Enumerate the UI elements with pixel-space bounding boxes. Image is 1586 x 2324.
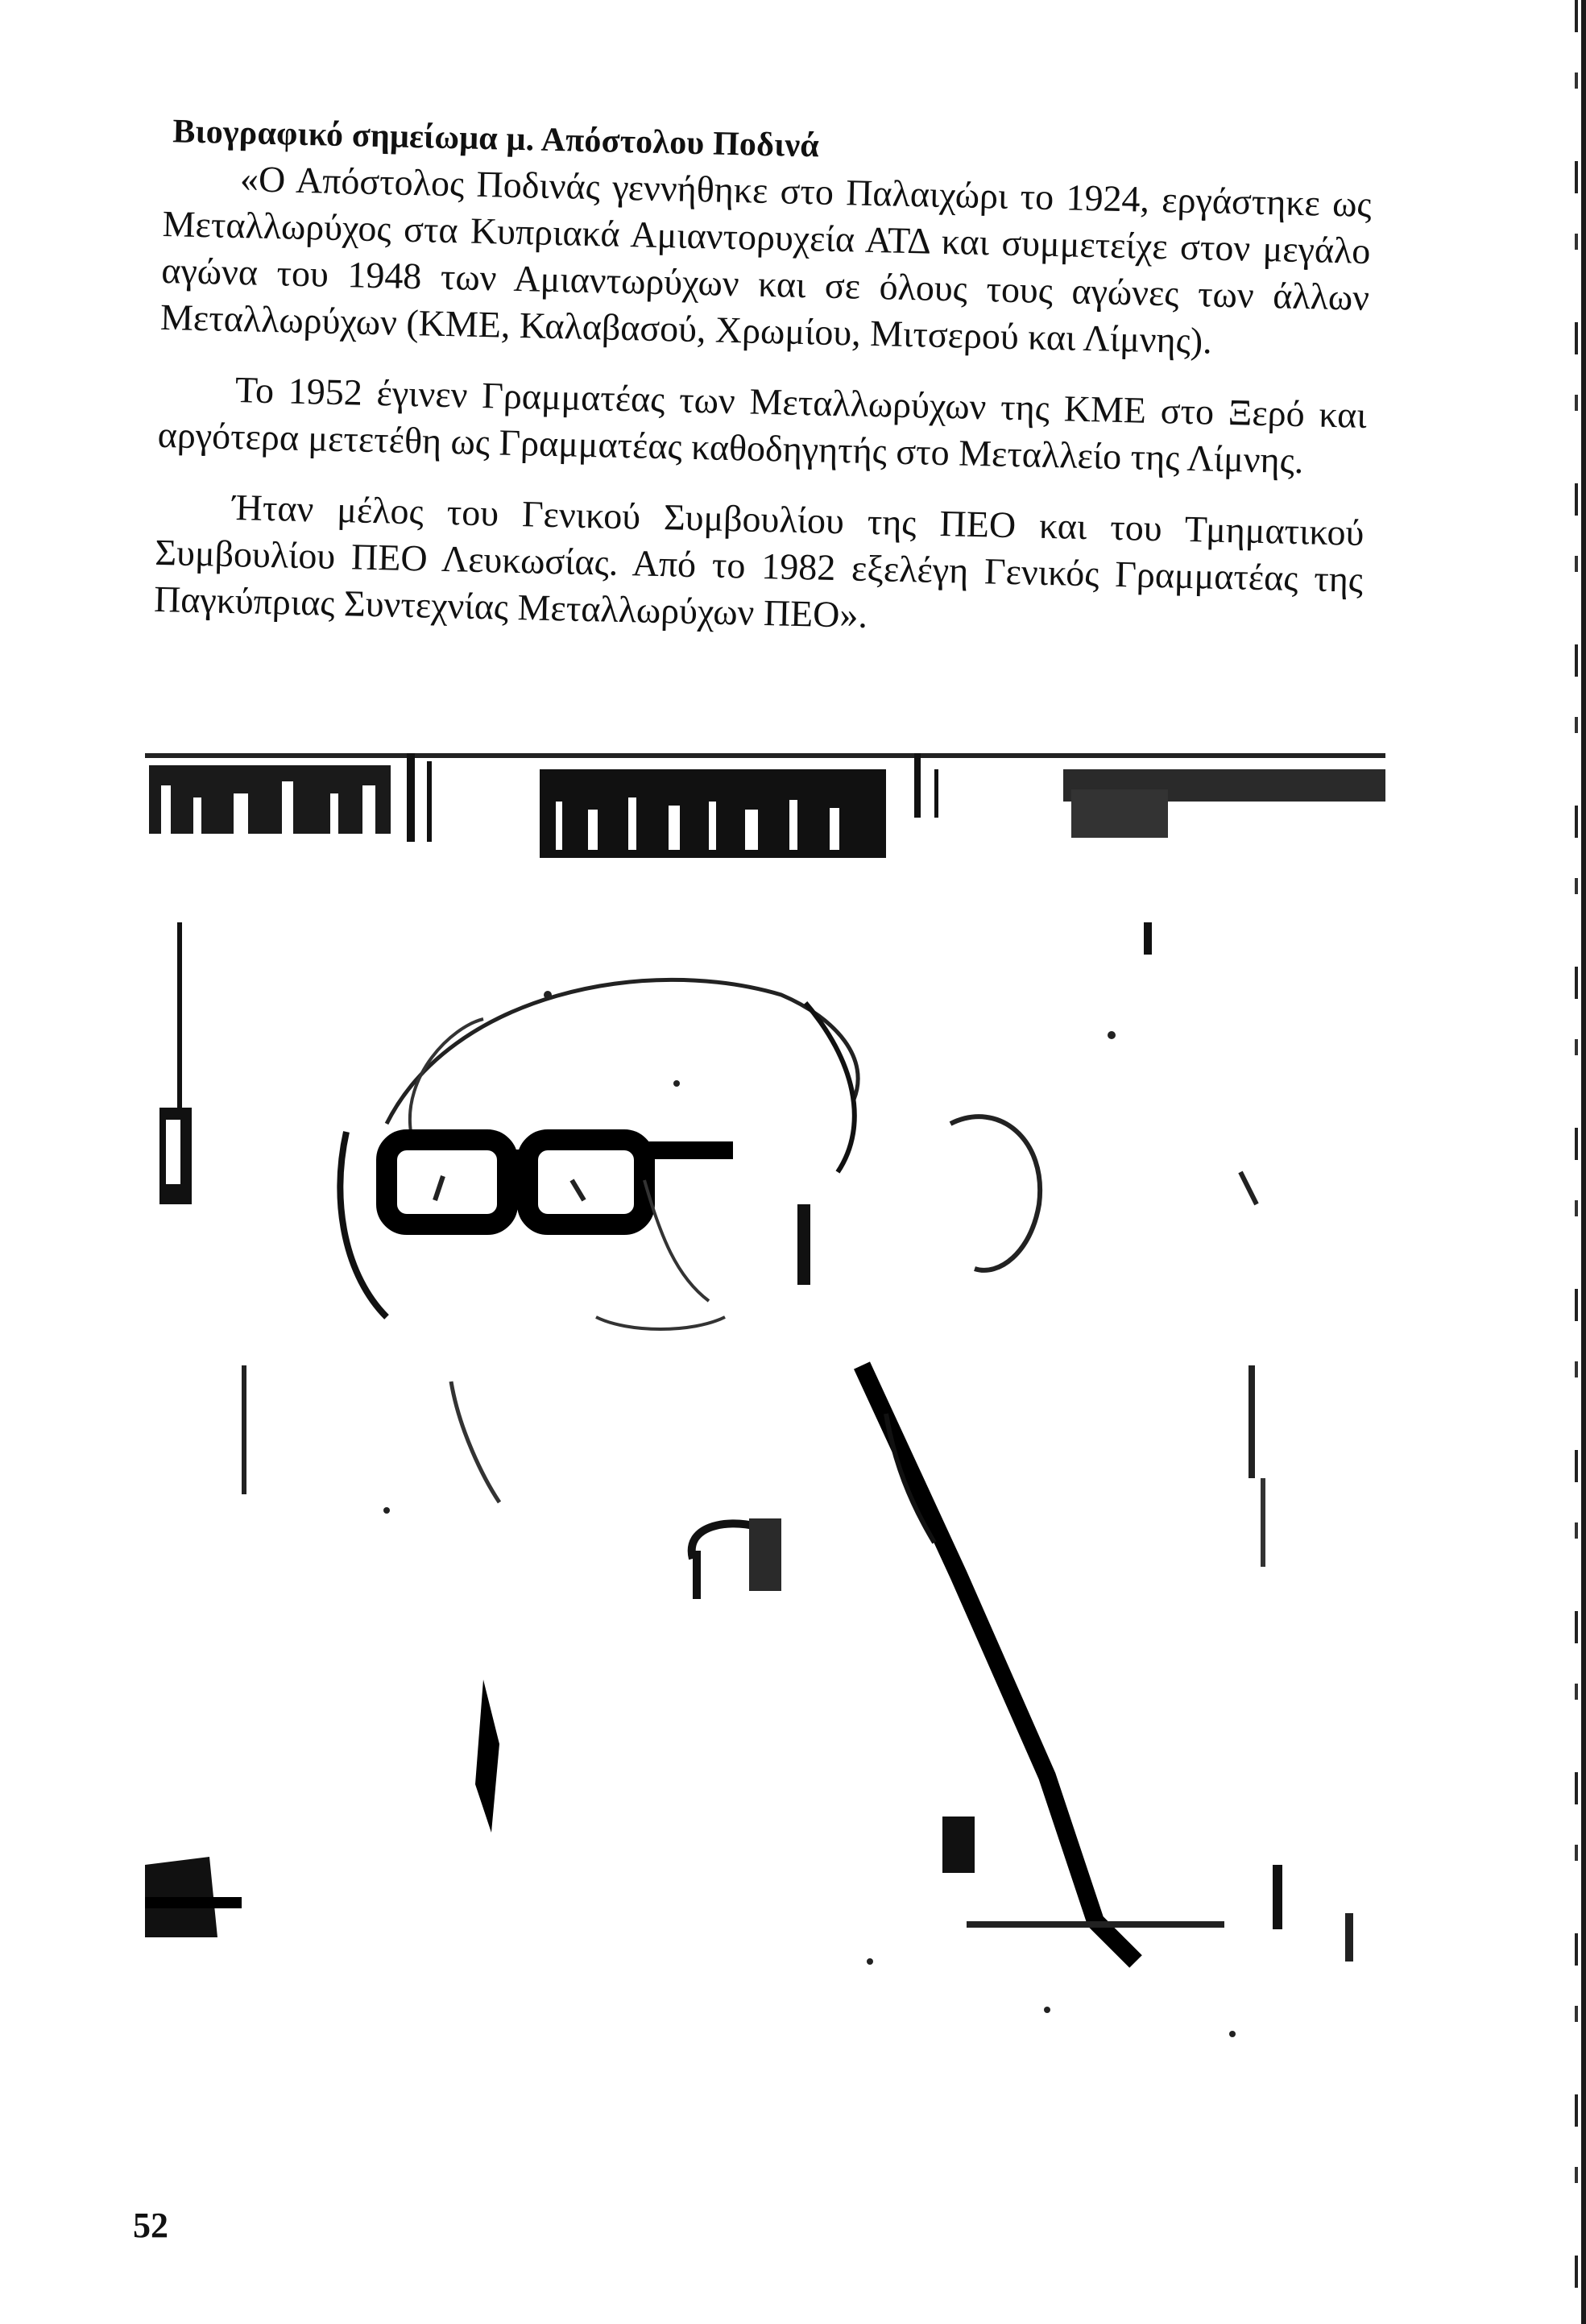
portrait-photo	[145, 753, 1385, 2107]
biography-paragraph-1: «Ο Απόστολος Ποδινάς γεννήθηκε στο Παλαιχώρι το 1924, εργάστηκε ως Μεταλλωρύχος στα Κυπριακά Αμιαντορυχεία ΑΤΔ και συμμετείχε στον μεγάλο αγώνα του 1948 των Αμιαντωρύχων και σε όλους τους αγώνες των άλλων Μεταλλωρύχων (ΚΜΕ, Καλαβασού, Χρωμίου, Μιτσερού και Λίμνης).	[159, 158, 1373, 362]
page-number: 52	[133, 2206, 168, 2245]
biography-heading: Βιογραφικό σημείωμα μ. Απόστολου Ποδινά	[172, 113, 820, 165]
biography-paragraph-3: Ήταν μέλος του Γενικού Συμβουλίου της ΠΕΟ και του Τμηματικού Συμβουλίου ΠΕΟ Λευκωσίας. Από το 1982 εξελέγη Γενικός Γραμματέας της Παγκύπριας Συντεχνίας Μεταλλωρύχων ΠΕΟ».	[153, 487, 1365, 636]
page-edge-marks	[1575, 0, 1578, 2324]
biography-text-block	[154, 109, 1373, 650]
biography-paragraph-2: Το 1952 έγινεν Γραμματέας των Μεταλλωρύχων της ΚΜΕ στο Ξερό και αργότερα μετετέθη ως Γραμματέας καθοδηγητής στο Μεταλλείο της Λίμνης.	[157, 369, 1368, 482]
page-edge-shadow	[1581, 0, 1586, 2324]
portrait-photo-image	[145, 753, 1385, 2107]
